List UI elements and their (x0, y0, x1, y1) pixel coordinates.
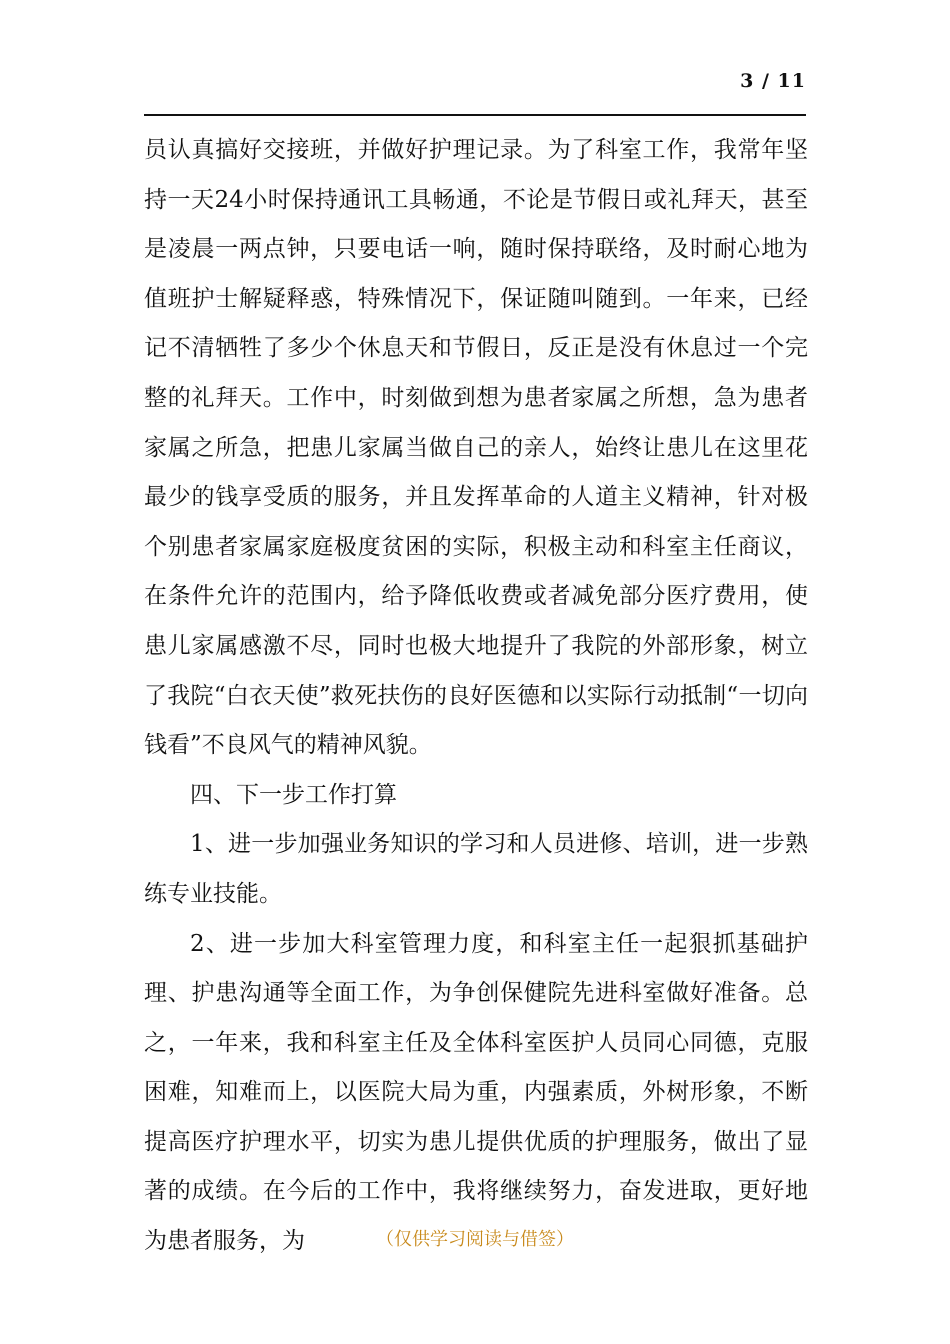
header-divider (144, 114, 806, 116)
paragraph-item-2: 2、进一步加大科室管理力度，和科室主任一起狠抓基础护理、护患沟通等全面工作，为争创保健院先进科室做好准备。总之，一年来，我和科室主任及全体科室医护人员同心同德，克服困难，知难而上，以医院大局为重，内强素质，外树形象，不断提高医疗护理水平，切实为患儿提供优质的护理服务，做出了显著的成绩。在今后的工作中，我将继续努力，奋发进取，更好地为患者服务，为 (144, 930, 808, 1255)
footer-note: （仅供学习阅读与借签） (376, 1229, 574, 1250)
paragraph-continuation: 员认真搞好交接班，并做好护理记录。为了科室工作，我常年坚持一天24小时保持通讯工具畅通，不论是节假日或礼拜天，甚至是凌晨一两点钟，只要电话一响，随时保持联络，及时耐心地为值班护士解疑释惑，特殊情况下，保证随叫随到。一年来，已经记不清牺牲了多少个休息天和节假日，反正是没有休息过一个完整的礼拜天。工作中，时刻做到想为患者家属之所想，急为患者家属之所急，把患儿家属当做自己的亲人，始终让患儿在这里花最少的钱享受质的服务，并且发挥革命的人道主义精神，针对极个别患者家属家庭极度贫困的实际，积极主动和科室主任商议，在条件允许的范围内，给予降低收费或者减免部分医疗费用，使患儿家属感激不尽，同时也极大地提升了我院的外部形象，树立了我院“白衣天使”救死扶伤的良好医德和以实际行动抵制“一切向钱看”不良风气的精神风貌。 (144, 137, 808, 759)
paragraph-item-1: 1、进一步加强业务知识的学习和人员进修、培训，进一步熟练专业技能。 (144, 831, 808, 907)
section-heading: 四、下一步工作打算 (190, 781, 397, 808)
page-number: 3 / 11 (740, 70, 806, 92)
document-body (144, 126, 808, 1267)
